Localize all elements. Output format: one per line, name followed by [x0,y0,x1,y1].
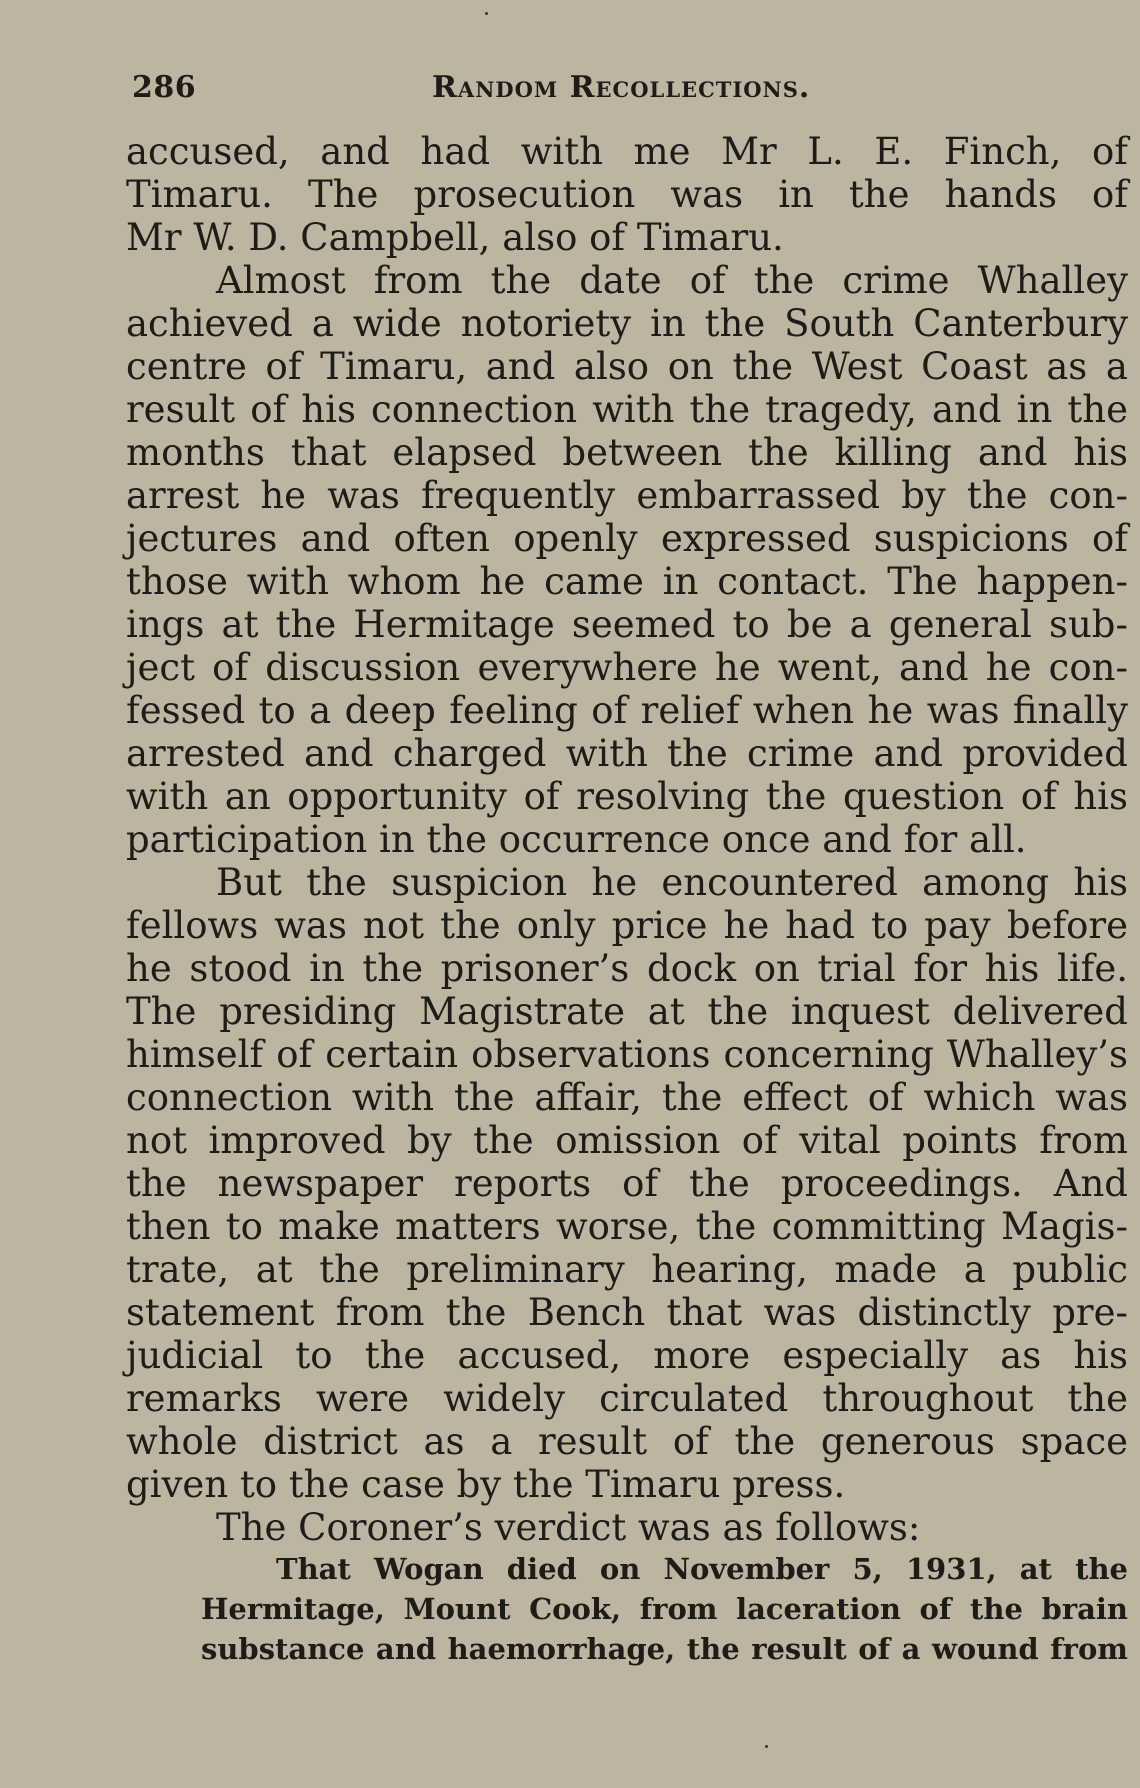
paragraph-start-line: But the suspicion he encountered among his [216,861,1128,904]
paragraph-start-line: The Coroner’s verdict was as follows: [216,1506,921,1549]
text-line: connection with the affair, the effect of which was [126,1076,1128,1119]
quote-line: substance and haemorrhage, the result of a wound from [201,1632,1128,1666]
page-header [132,70,1127,110]
quote-line: That Wogan died on November 5, 1931, at the [276,1552,1128,1586]
text-line: arrested and charged with the crime and provided [126,732,1128,775]
text-line: he stood in the prisoner’s dock on trial for his life. [126,947,1128,990]
text-line: with an opportunity of resolving the question of his [126,775,1128,818]
text-line: those with whom he came in contact. The happen- [126,560,1128,603]
text-line: ings at the Hermitage seemed to be a general sub- [126,603,1128,646]
text-line: jectures and often openly expressed suspicions of [126,517,1128,560]
text-line: judicial to the accused, more especially as his [126,1334,1128,1377]
text-line: not improved by the omission of vital points from [126,1119,1128,1162]
block-quote [126,1549,1128,1669]
text-line: arrest he was frequently embarrassed by the con- [126,474,1128,517]
text-line: given to the case by the Timaru press. [126,1463,846,1506]
paper-speck [765,1745,768,1748]
text-line: participation in the occurrence once and for all. [126,818,1027,861]
text-line: trate, at the preliminary hearing, made a public [126,1248,1128,1291]
text-line: centre of Timaru, and also on the West Coast as a [126,345,1128,388]
text-line: then to make matters worse, the committing Magis- [126,1205,1128,1248]
text-line: fessed to a deep feeling of relief when he was finally [126,689,1128,732]
text-line: accused, and had with me Mr L. E. Finch, of [126,130,1128,173]
paper-speck [485,12,488,15]
running-head: Random Recollections. [432,70,811,105]
body-text [126,130,1128,1669]
text-line: result of his connection with the tragedy, and in the [126,388,1128,431]
paragraph-start-line: Almost from the date of the crime Whalley [216,259,1128,302]
text-line: whole district as a result of the generous space [126,1420,1128,1463]
text-line: the newspaper reports of the proceedings. And [126,1162,1128,1205]
text-line: remarks were widely circulated throughout the [126,1377,1128,1420]
text-line: achieved a wide notoriety in the South Canterbury [126,302,1128,345]
text-line: Mr W. D. Campbell, also of Timaru. [126,216,784,259]
text-line: months that elapsed between the killing and his [126,431,1128,474]
text-line: ject of discussion everywhere he went, and he con- [126,646,1128,689]
text-line: The presiding Magistrate at the inquest delivered [126,990,1128,1033]
text-line: himself of certain observations concerning Whalley’s [126,1033,1128,1076]
quote-line: Hermitage, Mount Cook, from laceration of the brain [201,1592,1128,1626]
page-number: 286 [132,70,197,105]
text-line: statement from the Bench that was distinctly pre- [126,1291,1128,1334]
text-line: fellows was not the only price he had to pay before [126,904,1128,947]
text-line: Timaru. The prosecution was in the hands of [126,173,1128,216]
